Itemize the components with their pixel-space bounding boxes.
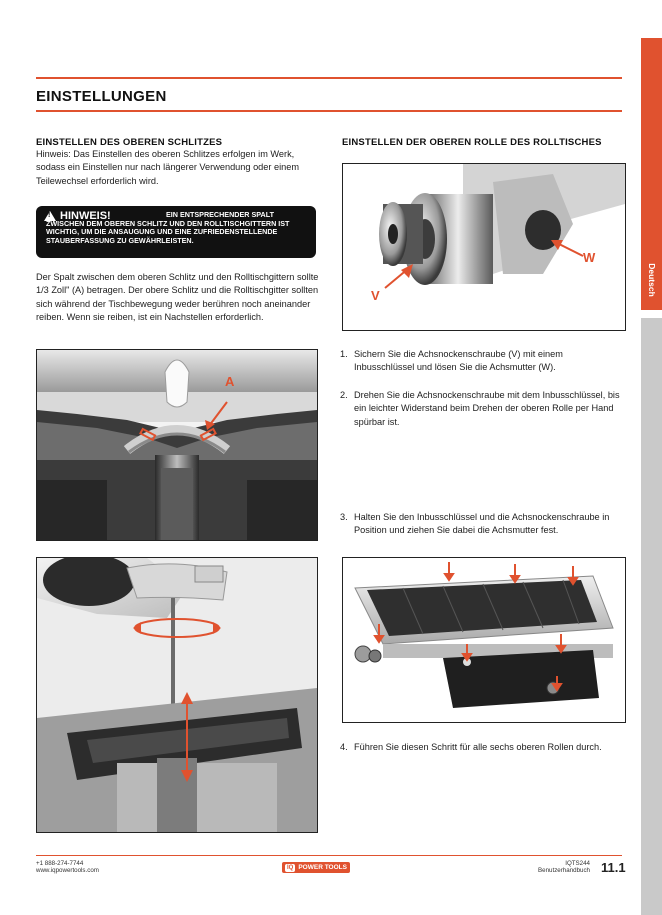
page-number: 11.1 <box>601 860 626 875</box>
footer-phone: +1 888-274-7744 <box>36 860 84 867</box>
logo-iq-mark: IQ <box>287 864 294 871</box>
left-body: Der Spalt zwischen dem oberen Schlitz und den Rolltischgittern sollte 1/3 Zoll" (A) betragen. Der obere Schlitz und die Rolltischgitter sollten sich während der Tischbewegung weder berühren noch aneinander reiben. Wenn sie reiben, ist ein Nachstellen erforderlich. <box>36 272 319 323</box>
photo-label-v: V <box>371 288 380 303</box>
photo-slot-gap <box>36 349 318 541</box>
warning-label: ! HINWEIS! <box>44 210 111 222</box>
photo-hex-key-adjust <box>36 557 318 833</box>
step-1: 1. Sichern Sie die Achsnockenschraube (V) mit einem Inbusschlüssel und lösen Sie die Achsmutter (W). <box>340 349 563 373</box>
photo-label-a: A <box>225 374 235 389</box>
brand-logo <box>282 862 350 873</box>
side-tab-gray <box>641 318 662 915</box>
header-top-rule <box>36 77 622 79</box>
header-bottom-rule <box>36 110 622 112</box>
footer-website: www.iqpowertools.com <box>36 867 99 875</box>
footer-manual: Benutzerhandbuch <box>538 867 590 875</box>
photo-label-w: W <box>583 250 596 265</box>
step-2: 2. Drehen Sie die Achsnockenschraube mit dem Inbusschlüssel, bis ein leichter Widerstand beim Drehen der oberen Rolle per Hand spürbar ist. <box>340 390 620 427</box>
footer-model: IQTS244 <box>565 860 590 867</box>
step-4: 4. Führen Sie diesen Schritt für alle sechs oberen Rollen durch. <box>340 742 602 752</box>
footer-rule <box>36 855 622 856</box>
step-3: 3. Halten Sie den Inbusschlüssel und die Achsnockenschraube in Position und ziehen Sie dabei die Achsmutter fest. <box>340 512 610 536</box>
right-heading: EINSTELLEN DER OBEREN ROLLE DES ROLLTISCHES <box>342 137 602 148</box>
photo-sliding-table <box>342 557 626 723</box>
left-intro: Hinweis: Das Einstellen des oberen Schlitzes erfolgen im Werk, sodass ein Einstellen nur nach längerer Verwendung oder einem Teilewechsel erforderlich wird. <box>36 149 300 186</box>
logo-text: POWER TOOLS <box>298 864 347 871</box>
warning-triangle-icon <box>44 211 56 221</box>
page-title: EINSTELLUNGEN <box>36 88 167 105</box>
footer-contact <box>36 860 99 875</box>
photo-upper-roller <box>342 163 626 331</box>
footer-model-info <box>520 860 590 875</box>
side-tab-language: Deutsch <box>646 263 657 297</box>
left-heading: EINSTELLEN DES OBEREN SCHLITZES <box>36 137 223 148</box>
warning-box <box>36 206 316 258</box>
warning-text: EIN ENTSPRECHENDER SPALT ZWISCHEN DEM OBEREN SCHLITZ UND DEN ROLLTISCHGITTERN IST WICHTIG, UM DIE ANSAUGUNG UND EINE ZUFRIEDENSTELLENDE STAUBERFASSUNG ZU GEWÄHRLEISTEN. <box>46 210 290 245</box>
